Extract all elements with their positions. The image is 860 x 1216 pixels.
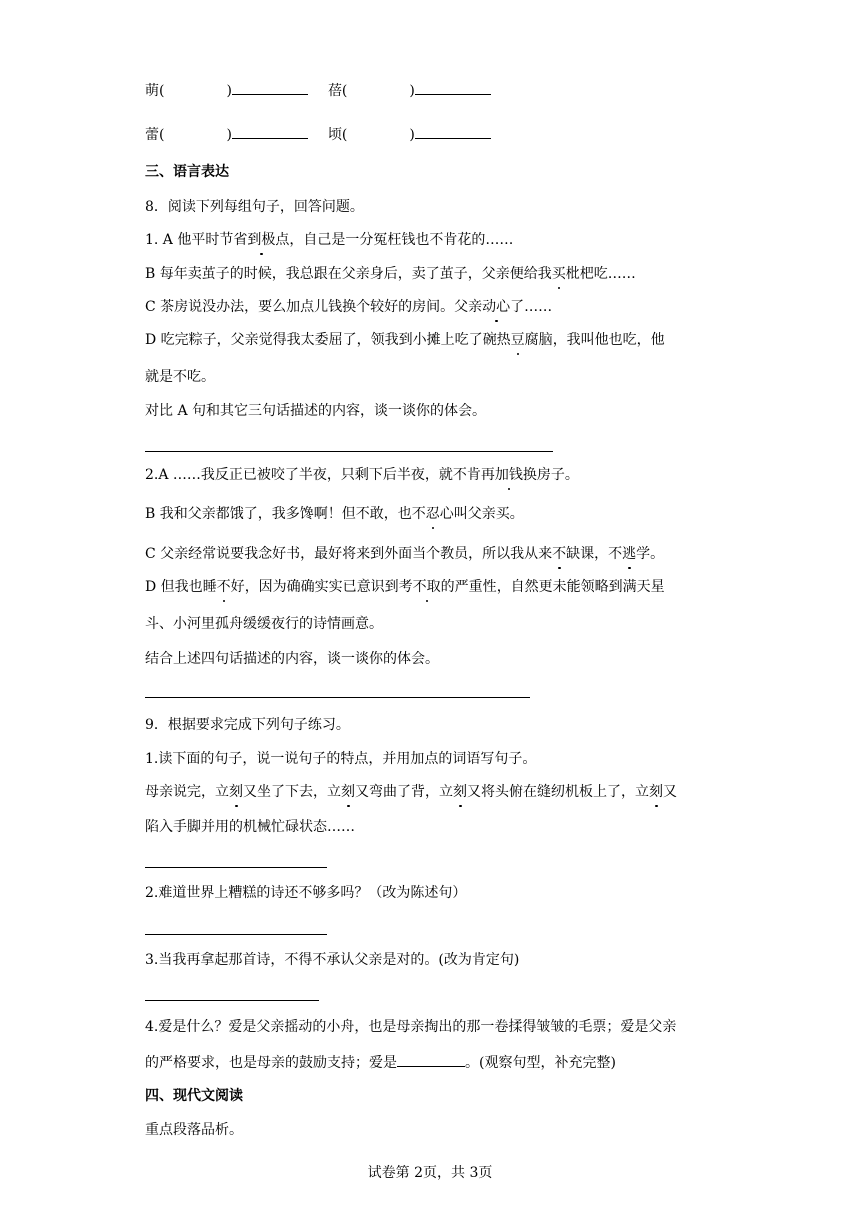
answer-blank[interactable] xyxy=(415,124,491,139)
section-4-title: 四、现代文阅读 xyxy=(145,1088,243,1104)
emphasis-dotted: 不逃学 xyxy=(608,546,651,562)
emphasis-dotted: 动心 xyxy=(482,299,511,315)
vocab-lei: 蕾( xyxy=(145,127,165,143)
q8-g1-ask: 对比 A 句和其它三句话描述的内容，谈一谈你的体会。 xyxy=(145,403,487,419)
q8-g1-a: 1. A 他平时节省到极点，自己是一分冤枉钱也不肯花的…… xyxy=(145,232,514,248)
q8-g1-d-line2: 就是不吃。 xyxy=(145,369,215,385)
emphasis-dotted: 省到极点 xyxy=(233,232,290,248)
q8-g1-d: D 吃完粽子，父亲觉得我太委屈了，领我到小摊上吃了碗热豆腐脑，我叫他也吃，他 xyxy=(145,332,665,348)
q9-s1-line2: 陷入手脚并用的机械忙碌状态…… xyxy=(145,819,355,835)
q8-g2-c: C 父亲经常说要我念好书，最好将来到外面当个教员，所以我从来不缺课，不逃学。 xyxy=(145,546,665,562)
vocab-bei: 蓓( xyxy=(327,83,348,99)
q9-s4-line2: 的严格要求，也是母亲的鼓励支持；爱是 。(观察句型，补充完整) xyxy=(145,1052,616,1073)
q8-g1-c: C 茶房说没办法，要么加点儿钱换个较好的房间。父亲动心了…… xyxy=(145,299,553,315)
emphasis-dotted: 睡不好 xyxy=(202,579,245,595)
answer-line[interactable] xyxy=(145,867,327,868)
q8-g1-b: B 每年卖茧子的时候，我总跟在父亲身后，卖了茧子，父亲便给我买枇杷吃…… xyxy=(145,266,636,282)
section-3-title: 三、语言表达 xyxy=(145,164,229,180)
answer-line[interactable] xyxy=(145,1000,319,1001)
emphasis-dotted: 立刻又 xyxy=(215,784,257,800)
vocab-row-2: 蕾( ) 顷( ) xyxy=(145,124,491,145)
answer-blank[interactable] xyxy=(232,80,308,95)
q8-g2-b: B 我和父亲都饿了，我多馋啊！但不敢，也不忍心叫父亲买。 xyxy=(145,506,524,522)
answer-line[interactable] xyxy=(145,451,553,452)
answer-line[interactable] xyxy=(145,697,530,698)
q8-g2-ask: 结合上述四句话描述的内容，谈一谈你的体会。 xyxy=(145,651,439,667)
answer-blank[interactable] xyxy=(232,124,308,139)
q9-s1-text: 母亲说完，立刻又坐了下去，立刻又弯曲了背，立刻又将头俯在缝纫机板上了，立刻又 xyxy=(145,784,677,800)
page-footer: 试卷第 2页，共 3页 xyxy=(367,1165,493,1181)
q9-s3: 3.当我再拿起那首诗，不得不承认父亲是对的。(改为肯定句) xyxy=(145,952,520,968)
q8-stem: 8．阅读下列每组句子，回答问题。 xyxy=(145,199,364,215)
answer-blank[interactable] xyxy=(397,1052,465,1067)
q9-s2: 2.难道世界上糟糕的诗还不够多吗？（改为陈述句） xyxy=(145,885,467,901)
q8-g2-d: D 但我也睡不好，因为确确实实已意识到考不取的严重性，自然更未能领略到满天星 xyxy=(145,579,665,595)
emphasis-dotted: 立刻又 xyxy=(327,784,369,800)
emphasis-dotted: 给我买枇杷 xyxy=(523,266,594,282)
q9-stem: 9．根据要求完成下列句子练习。 xyxy=(145,717,350,733)
vocab-qing: 顷( xyxy=(327,127,348,143)
q9-s1-ask: 1.读下面的句子，说一说句子的特点，并用加点的词语写句子。 xyxy=(145,751,537,767)
emphasis-dotted: 碗热豆腐脑 xyxy=(482,332,553,348)
q8-g2-d-line2: 斗、小河里孤舟缓缓夜行的诗情画意。 xyxy=(145,616,383,632)
emphasis-dotted: 不肯再加钱换房子 xyxy=(452,467,565,483)
q8-g2-a: 2.A ……我反正已被咬了半夜，只剩下后半夜，就不肯再加钱换房子。 xyxy=(145,467,579,483)
vocab-row-1: 萌( ) 蓓( ) xyxy=(145,80,491,101)
answer-blank[interactable] xyxy=(415,80,491,95)
emphasis-dotted: 立刻又 xyxy=(635,784,677,800)
section-4-sub: 重点段落品析。 xyxy=(145,1122,243,1138)
emphasis-dotted: 立刻又 xyxy=(439,784,481,800)
q9-s4-line1: 4.爱是什么？爱是父亲摇动的小舟，也是母亲掏出的那一卷揉得皱皱的毛票；爱是父亲 xyxy=(145,1019,677,1035)
emphasis-dotted: 从来不缺课 xyxy=(524,546,595,562)
answer-line[interactable] xyxy=(145,934,327,935)
vocab-meng: 萌( xyxy=(145,83,165,99)
emphasis-dotted: 不忍心 xyxy=(411,506,454,522)
emphasis-dotted: 意识到考不取的严重性 xyxy=(356,579,497,595)
